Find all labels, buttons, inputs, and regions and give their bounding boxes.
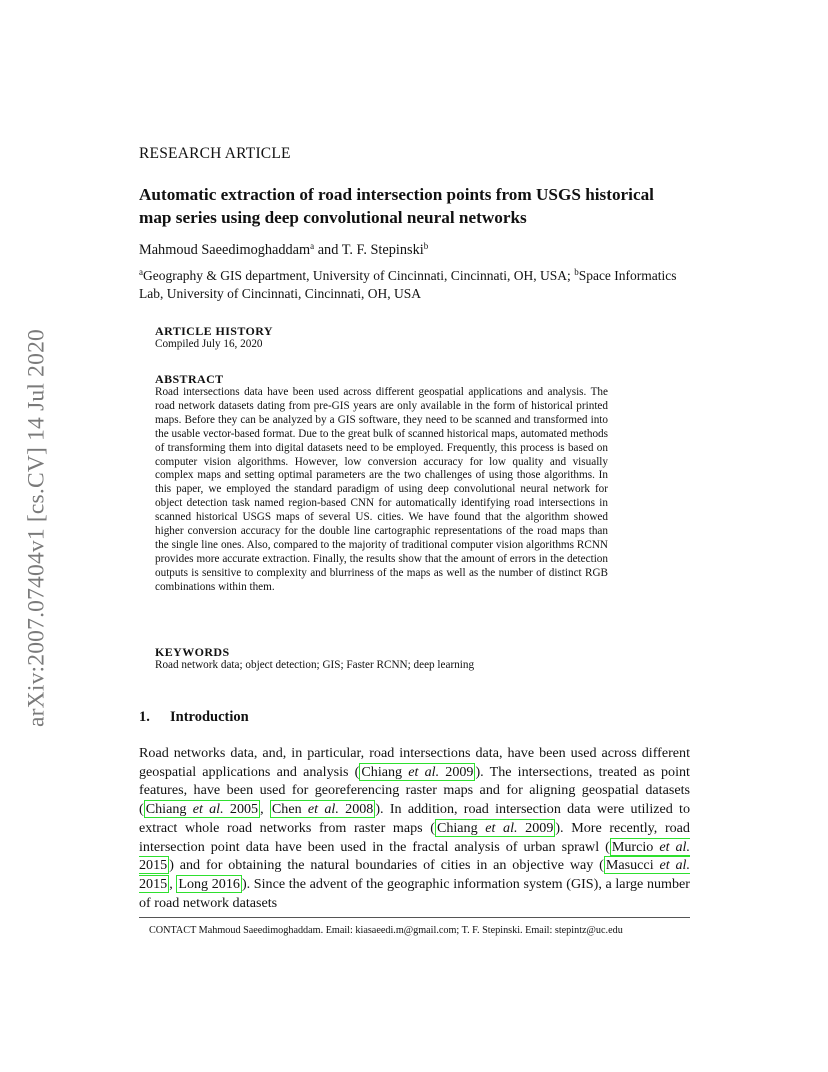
citation-etal: et al.	[307, 801, 339, 818]
citation-author: Chen	[271, 801, 308, 818]
citation-link[interactable]	[435, 819, 555, 837]
citation-author: Masucci	[605, 857, 660, 874]
abstract-heading: ABSTRACT	[155, 372, 224, 386]
keywords-text: Road network data; object detection; GIS; Faster RCNN; deep learning	[155, 659, 475, 671]
section-title: Introduction	[170, 709, 249, 725]
compiled-date: Compiled July 16, 2020	[155, 338, 263, 350]
footnote-rule	[139, 917, 690, 918]
citation-author: Chiang	[145, 801, 193, 818]
citation-etal: et al.	[408, 763, 440, 780]
arxiv-identifier	[22, 295, 52, 760]
affiliation-mark: b	[423, 241, 429, 251]
citation-author: Chiang	[436, 819, 486, 836]
citation-year: 2009	[445, 763, 474, 780]
article-type: RESEARCH ARTICLE	[139, 145, 291, 162]
author-name: T. F. Stepinski	[341, 242, 424, 258]
intro-text-run: ). Since the advent of the geographic information system (GIS), a large number of road network datasets	[139, 875, 690, 911]
intro-text-run: ). In addition, road intersection data were utilized to extract whole road networks from raster maps (	[139, 801, 691, 836]
keywords	[155, 645, 608, 673]
intro-text-run: ). The intersections, treated as point features, have been used for georeferencing raster maps and for aligning geospatial datasets (	[139, 763, 690, 818]
citation-year: 2015	[139, 875, 168, 892]
citation-link[interactable]	[144, 800, 260, 818]
paper-title: Automatic extraction of road intersection points from USGS historical map series using deep convolutional neural networks	[139, 185, 654, 227]
author-separator: and	[314, 242, 342, 258]
citation-etal: et al.	[659, 857, 690, 874]
section-heading-introduction	[139, 709, 249, 726]
author-name: Mahmoud Saeedimoghaddam	[139, 242, 311, 258]
citation-link[interactable]	[176, 875, 242, 893]
abstract-text: Road intersections data have been used across different geospatial applications and analysis. The road network datasets dating from pre-GIS years are only available in the form of historical printed maps. Before they can be analyzed by a GIS software, they need to be scanned and transformed into the usable vector-based format. Due to the great bulk of scanned historical maps, automated methods of transforming them into digital datasets need to be employed. Frequently, this process is based on computer vision algorithms. However, low conversion accuracy for low quality and visually complex maps and setting optimal parameters are the two challenges of using those algorithms. In this paper, we employed the standard paradigm of using deep convolutional neural network for object detection task named region-based CNN for automatically identifying road intersections in scanned historical USGS maps of several US. cities. We have found that the algorithm showed higher conversion accuracy for the double line cartographic representations of the road maps than the single line ones. Also, compared to the majority of traditional computer vision algorithms RCNN provides more accurate extraction. Finally, the results show that the amount of errors in the detection outputs is sensitive to complexity and blurriness of the maps as well as the number of distinct RGB combinations within them.	[155, 386, 608, 593]
citation-year: 2005	[229, 801, 259, 818]
intro-text-run: ) and for obtaining the natural boundaries of cities in an objective way (	[169, 857, 604, 874]
affiliation-mark: a	[310, 241, 315, 251]
footnote-text: CONTACT Mahmoud Saeedimoghaddam. Email: kiasaeedi.m@gmail.com; T. F. Stepinski. Email: stepintz@uc.edu	[149, 925, 623, 936]
intro-text-run: ). More recently, road intersection point data have been used in the fractal analysis of urban sprawl (	[139, 819, 690, 855]
citation-link[interactable]	[270, 800, 375, 818]
author-list	[139, 242, 428, 259]
affiliation-text: Space Informatics Lab, University of Cincinnati, Cincinnati, OH, USA	[139, 268, 677, 301]
intro-text-run: Road networks data, and, in particular, road intersections data, have been used across different geospatial applications and analysis (	[139, 745, 690, 780]
article-history	[155, 324, 608, 352]
affiliation-list	[139, 267, 699, 302]
article-history-heading: ARTICLE HISTORY	[155, 324, 273, 338]
citation-etal: et al.	[192, 801, 224, 818]
keywords-heading: KEYWORDS	[155, 645, 230, 659]
intro-text-run: ,	[169, 875, 177, 892]
citation-author: Chiang	[361, 763, 409, 780]
citation-link[interactable]	[359, 763, 475, 781]
affiliation-mark: b	[574, 267, 579, 277]
citation-year: 2015	[139, 857, 168, 874]
citation-year: 2016	[211, 875, 240, 892]
section-number: 1.	[139, 709, 150, 725]
affiliation-mark: a	[139, 267, 143, 277]
citation-year: 2009	[525, 819, 554, 836]
citation-etal: et al.	[659, 838, 690, 855]
citation-author: Long	[178, 875, 212, 892]
abstract	[155, 372, 608, 595]
citation-author: Murcio	[611, 838, 660, 855]
citation-year: 2008	[345, 801, 374, 818]
affiliation-text: Geography & GIS department, University of Cincinnati, Cincinnati, OH, USA;	[143, 268, 575, 283]
citation-etal: et al.	[485, 819, 518, 836]
intro-text-run: ,	[260, 801, 270, 818]
arxiv-identifier-text: arXiv:2007.07404v1 [cs.CV] 14 Jul 2020	[23, 328, 50, 727]
introduction-paragraph	[139, 744, 690, 912]
contact-footnote	[139, 923, 690, 938]
